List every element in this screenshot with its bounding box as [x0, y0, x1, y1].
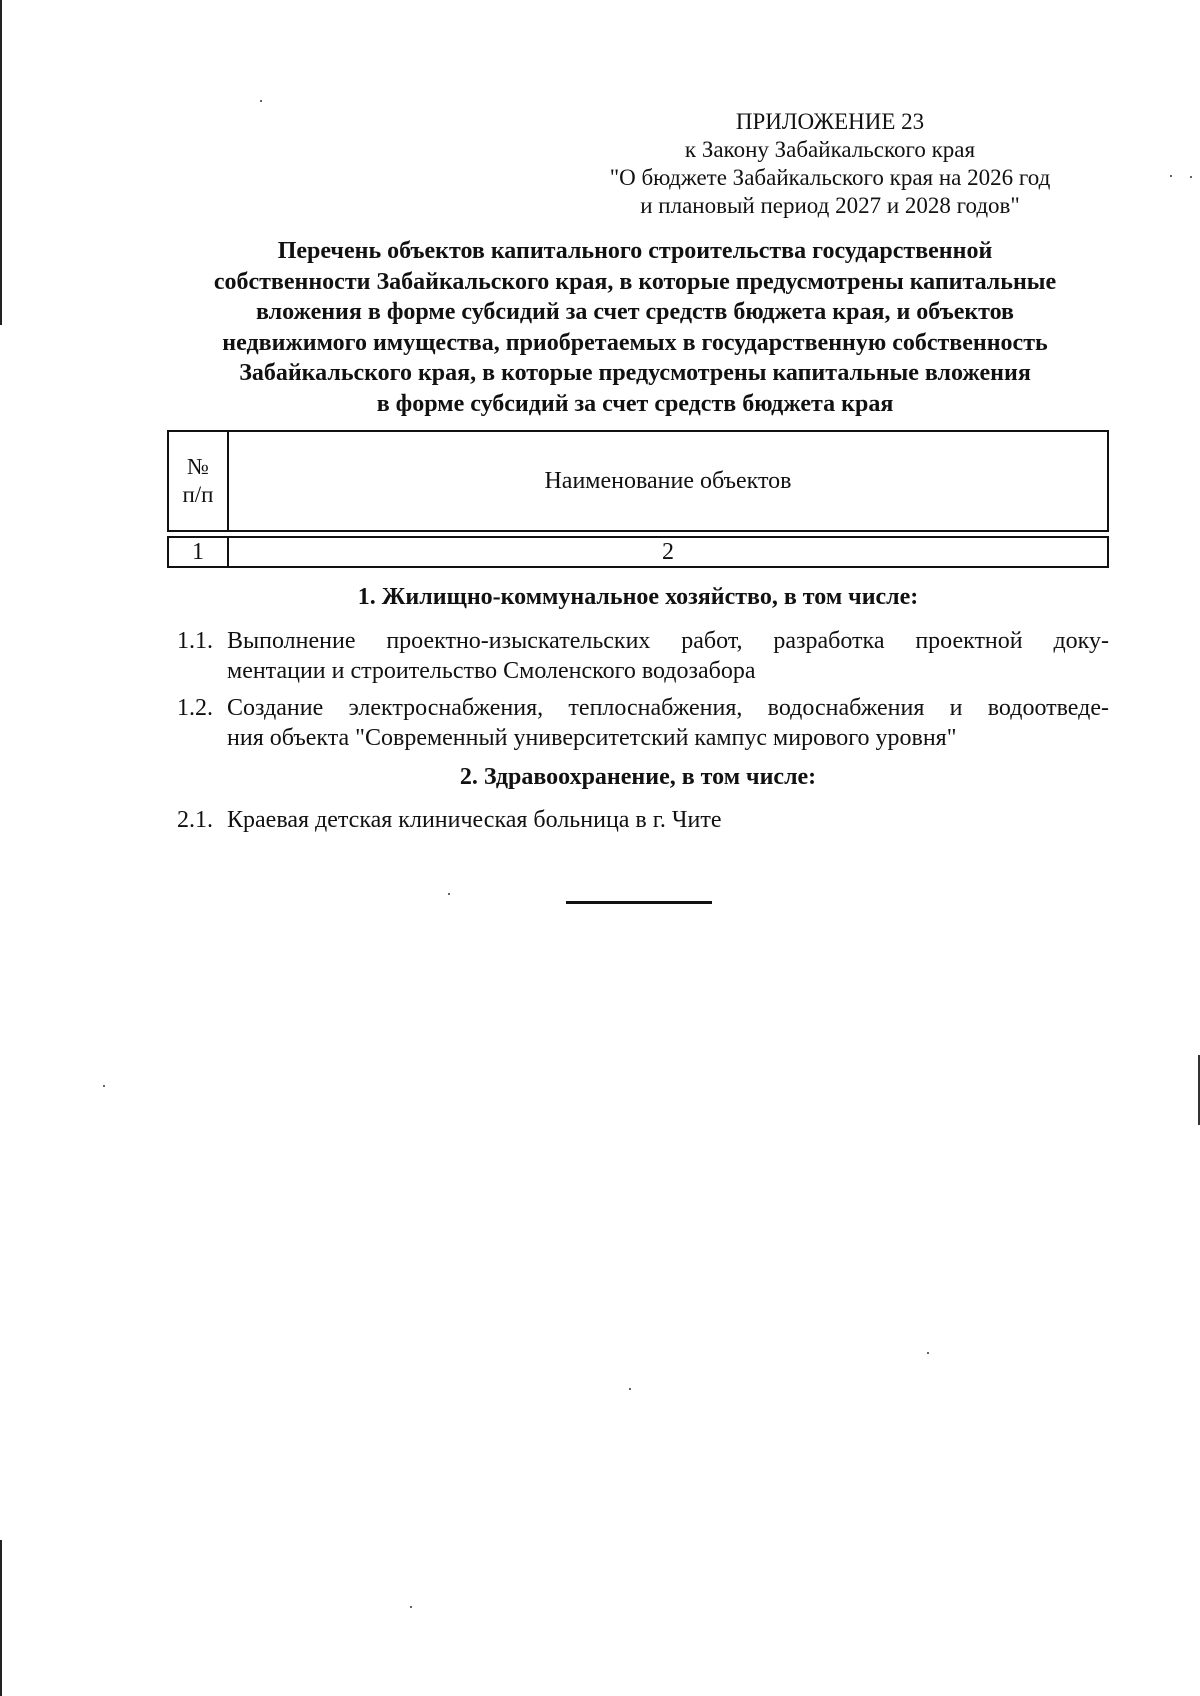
annex-number: ПРИЛОЖЕНИЕ 23 — [735, 109, 925, 134]
header-num-cell — [169, 432, 229, 530]
item-text-line: Выполнение проектно-изыскательских работ, разработка проектной доку- — [227, 628, 1109, 654]
item-text-line: ментации и строительство Смоленского водозабора — [227, 658, 756, 684]
annex-header — [560, 108, 1100, 220]
header-name-label: Наименование объектов — [544, 467, 792, 494]
item-number: 1.1. — [177, 628, 213, 654]
section-heading-housing: 1. Жилищно-коммунальное хозяйство, в том числе: — [357, 584, 919, 610]
item-text-line: Краевая детская клиническая больница в г. Чите — [227, 807, 722, 833]
table-header — [167, 430, 1109, 532]
item-number: 1.2. — [177, 695, 213, 721]
scan-speck — [448, 893, 450, 895]
annex-law-title: "О бюджете Забайкальского края на 2026 год — [609, 165, 1051, 190]
scan-speck — [927, 1352, 929, 1354]
scan-speck — [410, 1606, 412, 1608]
end-rule — [566, 901, 712, 904]
index-num-cell: 1 — [169, 538, 229, 566]
annex-law-period: и плановый период 2027 и 2028 годов" — [640, 193, 1020, 218]
index-name-cell: 2 — [662, 538, 674, 565]
objects-table — [167, 430, 1109, 568]
item-text-line: Создание электроснабжения, теплоснабжения, водоснабжения и водоотведе- — [227, 695, 1109, 721]
title-line: собственности Забайкальского края, в которые предусмотрены капитальные — [213, 268, 1057, 295]
list-item — [177, 693, 1109, 753]
item-number: 2.1. — [177, 807, 213, 833]
scan-speck — [103, 1085, 105, 1087]
scan-edge — [0, 0, 2, 325]
title-line: в форме субсидий за счет средств бюджета края — [376, 390, 894, 417]
title-line: Перечень объектов капитального строительства государственной — [277, 238, 993, 264]
scan-speck — [629, 1388, 631, 1390]
title-line: Забайкальского края, в которые предусмотрены капитальные вложения — [239, 360, 1031, 386]
section-heading-healthcare: 2. Здравоохранение, в том числе: — [459, 764, 817, 790]
scan-speck — [260, 100, 262, 102]
list-item — [177, 805, 1109, 835]
document-title — [150, 236, 1120, 419]
header-num-sign: № — [187, 454, 209, 479]
scan-speck — [1190, 176, 1192, 178]
title-line: вложения в форме субсидий за счет средств бюджета края, и объектов — [255, 299, 1015, 325]
annex-law-ref: к Закону Забайкальского края — [684, 137, 976, 162]
title-line: недвижимого имущества, приобретаемых в государственную собственность — [222, 329, 1048, 356]
item-text-line: ния объекта "Современный университетский кампус мирового уровня" — [227, 725, 957, 751]
header-name-cell — [229, 432, 1107, 530]
scan-edge — [0, 1540, 2, 1696]
scan-speck — [1170, 175, 1172, 177]
header-num-abbr: п/п — [182, 482, 214, 507]
list-item — [177, 626, 1109, 686]
table-index-row — [167, 536, 1109, 568]
